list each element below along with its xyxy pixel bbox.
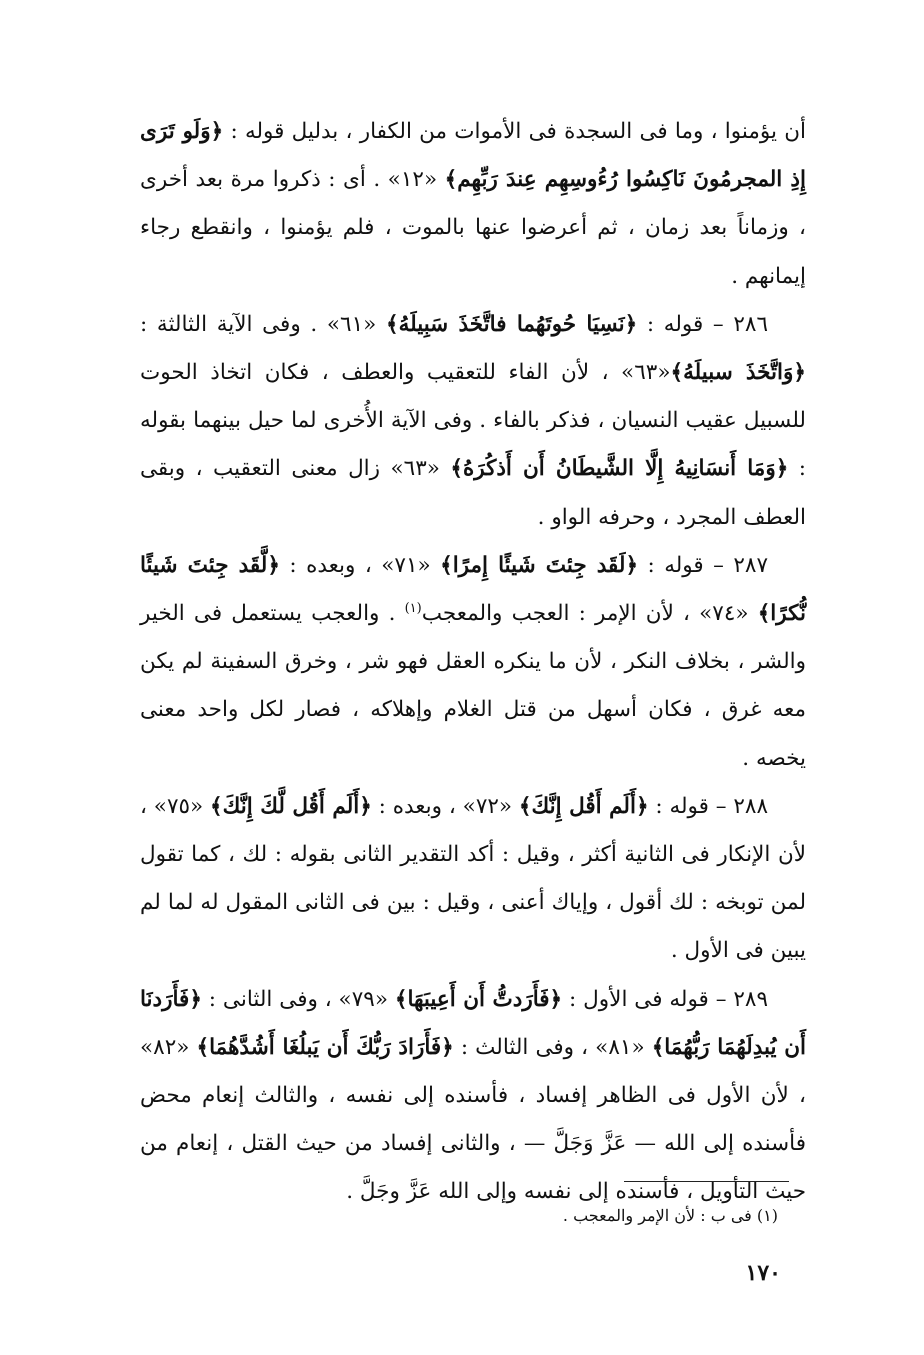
quran-quote: ﴿وَلَو تَرَى إِذِ المجرمُونَ نَاكِسُوا رُءُوسِهِم عِندَ رَبِّهِم﴾ [140, 119, 806, 193]
plain-text: «١٢» . أى : ذكروا مرة بعد أخرى ، وزماناً بعد زمان ، ثم أعرضوا عنها بالموت ، فلم يؤمنوا ، وانقطع رجاء إيمانهم . [140, 167, 806, 289]
paragraph-288 [140, 783, 806, 976]
footnote-divider [624, 1181, 789, 1182]
quran-quote: ﴿فَأَرَدنَا أَن يُبدِلَهُمَا رَبُّهُمَا﴾ [140, 986, 806, 1060]
quran-quote: ﴿لَقَد جِئتَ شَيئًا إِمرًا﴾ [440, 552, 639, 578]
paragraph-286 [140, 301, 806, 542]
quran-quote: ﴿فَأَرَدتُّ أَن أَعِيبَهَا﴾ [394, 986, 563, 1012]
plain-text: «٦٣» زال معنى التعقيب ، وبقى العطف المجرد ، وحرفه الواو . [140, 456, 806, 530]
plain-text: «٦١» . وفى الآية الثالثة : [140, 311, 386, 337]
quran-quote: ﴿وَاتَّخَذَ سبيلَهُ﴾ [670, 360, 806, 386]
paragraph-287 [140, 542, 806, 783]
plain-text: ٢٨٦ – قوله : [637, 311, 768, 337]
page-number: ١٧٠ [745, 1260, 781, 1286]
plain-text: ٢٨٨ – قوله : [648, 793, 769, 819]
quran-quote: ﴿نَسِيَا حُوتَهُما فاتَّخَذَ سَبِيلَهُ﴾ [385, 311, 638, 337]
plain-text: «٨١» ، وفى الثالث : [453, 1034, 652, 1060]
plain-text: أن يؤمنوا ، وما فى السجدة فى الأموات من الكفار ، بدليل قوله : [223, 119, 806, 144]
footnote-reference: (١) [404, 600, 422, 616]
plain-text: ٢٨٩ – قوله فى الأول : [562, 986, 769, 1012]
plain-text: «٧٢» ، وبعده : [371, 793, 519, 819]
plain-text: «٧٩» ، وفى الثانى : [201, 986, 395, 1012]
plain-text: ٢٨٧ – قوله : [638, 552, 768, 578]
quran-quote: ﴿وَمَا أَنسَانِيهُ إِلَّا الشَّيطَانُ أَن أَذكُرَهُ﴾ [450, 456, 789, 482]
quran-quote: ﴿فَأَرَادَ رَبُّكَ أَن يَبلُغَا أَشُدَّهُمَا﴾ [196, 1034, 454, 1060]
plain-text: «٨٢» ، لأن الأول فى الظاهر إفساد ، فأسنده إلى نفسه ، والثالث إنعام محض فأسنده إلى الله — عَزَّ وَجَلَّ — ، والثانى إفساد من حيث القتل ، إنعام من حيث التأويل ، فأسنده إلى نفسه وإلى الله عَزَّ وجَلَّ . [140, 1034, 806, 1205]
plain-text: «٦٣» ، لأن الفاء للتعقيب والعطف ، فكان اتخاذ الحوت للسبيل عقيب النسيان ، فذكر بالفاء . وفى الآية الأُخرى لما حيل بينهما بقوله : [140, 360, 806, 482]
plain-text: «٧١» ، وبعده : [279, 552, 441, 578]
plain-text: . والعجب يستعمل فى الخير والشر ، بخلاف النكر ، لأن ما ينكره العقل فهو شر ، وخرق السفينة لم يكن معه غرق ، فكان أسهل من قتل الغلام وإهلاكه ، فصار لكل واحد معنى يخصه . [140, 601, 806, 771]
plain-text: «٧٥» ، لأن الإنكار فى الثانية أكثر ، وقيل : أكد التقدير الثانى بقوله : لك ، كما تقول لمن توبخه : لك أقول ، وإياك أعنى ، وقيل : بين فى الثانى المقول له لما لم يبين فى الأول . [140, 793, 806, 964]
plain-text: «٧٤» ، لأن الإمر : العجب والمعجب [421, 601, 758, 627]
quran-quote: ﴿لَّقَد جِئتَ شَيئًا نُّكرًا﴾ [140, 552, 806, 627]
quran-quote: ﴿أَلَم أَقُل لَّكَ إِنَّكَ﴾ [210, 793, 372, 819]
footnote: (١) فى ب : لأن الإمر والمعجب . [562, 1206, 778, 1225]
quran-quote: ﴿أَلَم أَقُل إِنَّكَ﴾ [518, 793, 649, 819]
paragraph-intro [140, 108, 806, 301]
main-text [140, 108, 806, 1217]
